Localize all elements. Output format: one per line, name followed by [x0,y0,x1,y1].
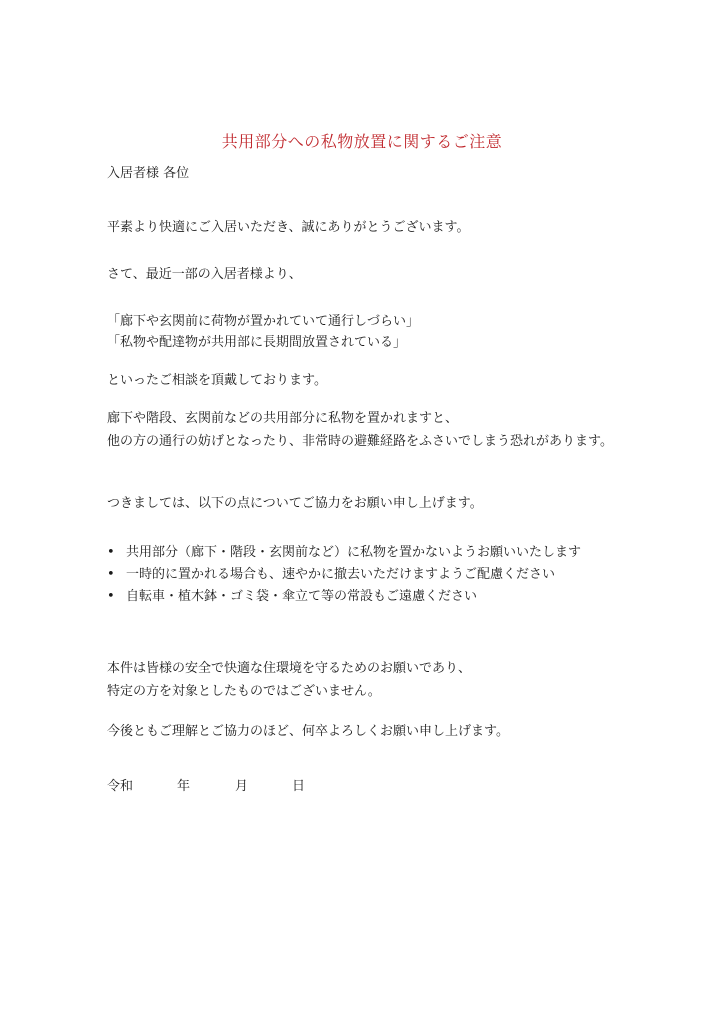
date-era: 令和 [107,779,134,794]
date-month: 月 [235,779,249,794]
quote-long-term: 「私物や配達物が共用部に長期間放置されている」 [107,335,407,350]
purpose-line1: 本件は皆様の安全で快適な住環境を守るためのお願いであり、 [107,661,472,676]
request-list [107,542,627,608]
quote-congestion: 「廊下や玄関前に荷物が置かれていて通行しづらい」 [107,314,420,329]
date-day: 日 [292,779,306,794]
page-title: 共用部分への私物放置に関するご注意 [221,132,503,151]
addressee: 入居者様 各位 [107,166,190,181]
list-item: • 共用部分（廊下・階段・玄関前など）に私物を置かないようお願いいたします [107,542,627,564]
date-year: 年 [177,779,191,794]
intro-text: さて、最近一部の入居者様より、 [107,267,302,282]
list-item: • 一時的に置かれる場合も、速やかに撤去いただけますようご配慮ください [107,564,627,586]
greeting-text: 平素より快適にご入居いただき、誠にありがとうございます。 [107,220,470,235]
consultation-text: といったご相談を頂戴しております。 [107,373,327,388]
request-intro: つきましては、以下の点についてご協力をお願い申し上げます。 [107,496,483,511]
risk-text-line1: 廊下や階段、玄関前などの共用部分に私物を置かれますと、 [107,411,459,426]
risk-text-line2: 他の方の通行の妨げとなったり、非常時の避難経路をふさいでしまう恐れがあります。 [107,434,613,449]
list-item: • 自転車・植木鉢・ゴミ袋・傘立て等の常設もご遠慮ください [107,586,627,608]
purpose-line2: 特定の方を対象としたものではございません。 [107,684,381,699]
closing-text: 今後ともご理解とご協力のほど、何卒よろしくお願い申し上げます。 [107,724,509,739]
